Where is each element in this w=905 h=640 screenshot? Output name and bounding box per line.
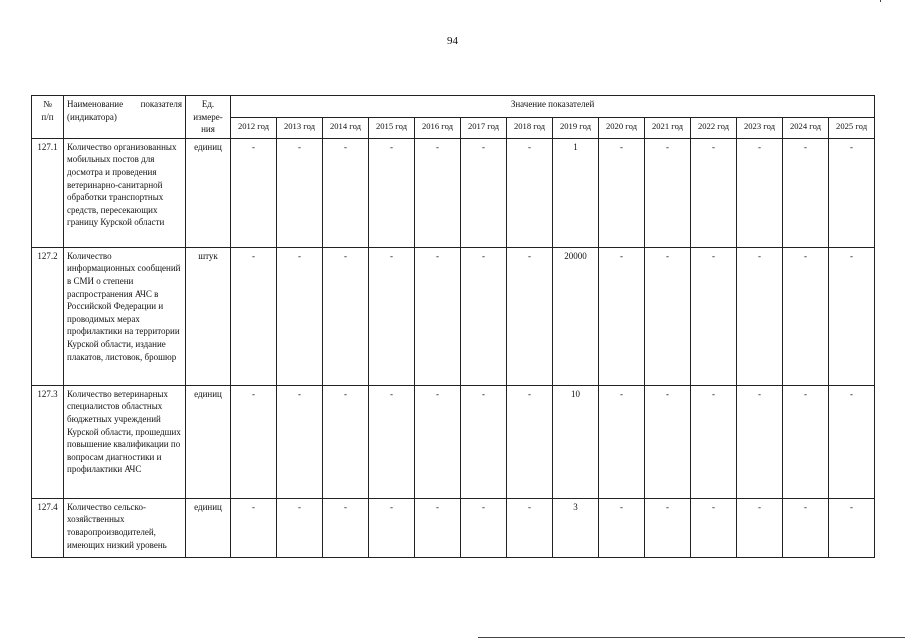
table-row bbox=[32, 247, 875, 385]
indicator-value: - bbox=[507, 247, 553, 385]
indicator-value: - bbox=[783, 498, 829, 557]
indicator-value: 3 bbox=[553, 498, 599, 557]
indicator-value: - bbox=[415, 138, 461, 247]
indicator-value: - bbox=[231, 385, 277, 498]
indicator-value: - bbox=[645, 247, 691, 385]
indicator-value: - bbox=[277, 138, 323, 247]
indicator-value: - bbox=[829, 247, 875, 385]
header-indicator-name-line2: (индикатора) bbox=[67, 111, 117, 122]
header-indicator-name-line1: Наименование показателя bbox=[67, 99, 182, 109]
indicator-value: 20000 bbox=[553, 247, 599, 385]
indicator-value: - bbox=[277, 498, 323, 557]
header-values-group: Значение показателей bbox=[231, 96, 875, 118]
header-unit: Ед. измере- ния bbox=[186, 96, 231, 139]
indicator-value: - bbox=[323, 138, 369, 247]
indicator-value: - bbox=[599, 498, 645, 557]
indicator-value: - bbox=[369, 498, 415, 557]
header-year: 2012 год bbox=[231, 118, 277, 139]
page-bottom-margin bbox=[0, 578, 905, 640]
scan-corner-mark bbox=[880, 0, 881, 2]
indicator-value: - bbox=[461, 247, 507, 385]
indicator-value: - bbox=[829, 498, 875, 557]
row-number: 127.3 bbox=[32, 385, 64, 498]
table-header bbox=[32, 96, 875, 139]
row-number: 127.2 bbox=[32, 247, 64, 385]
indicator-value: - bbox=[829, 385, 875, 498]
unit-of-measure: штук bbox=[186, 247, 231, 385]
indicator-value: - bbox=[461, 498, 507, 557]
header-year: 2014 год bbox=[323, 118, 369, 139]
indicator-value: - bbox=[783, 385, 829, 498]
indicator-value: 1 bbox=[553, 138, 599, 247]
indicator-name: Количество сельско-хозяйственных товаропроизводителей, имеющих низкий уровень bbox=[64, 498, 186, 557]
unit-of-measure: единиц bbox=[186, 138, 231, 247]
indicator-value: - bbox=[231, 138, 277, 247]
indicator-value: - bbox=[783, 247, 829, 385]
indicator-value: - bbox=[507, 498, 553, 557]
indicator-value: - bbox=[369, 247, 415, 385]
indicator-value: - bbox=[737, 247, 783, 385]
header-year: 2025 год bbox=[829, 118, 875, 139]
indicators-table bbox=[31, 95, 875, 558]
indicator-value: - bbox=[599, 138, 645, 247]
indicator-value: - bbox=[415, 385, 461, 498]
indicator-value: - bbox=[415, 498, 461, 557]
unit-of-measure: единиц bbox=[186, 385, 231, 498]
table-row bbox=[32, 385, 875, 498]
indicator-value: - bbox=[369, 385, 415, 498]
header-year: 2017 год bbox=[461, 118, 507, 139]
table-body bbox=[32, 138, 875, 557]
table-row bbox=[32, 138, 875, 247]
header-year: 2023 год bbox=[737, 118, 783, 139]
indicator-name: Количество информационных сообщений в СМИ о степени распространения АЧС в Российской Федерации и проводимых мерах профилактики на территории Курской области, издание плакатов, листовок, брошюр bbox=[64, 247, 186, 385]
indicator-value: - bbox=[369, 138, 415, 247]
indicator-value: - bbox=[691, 498, 737, 557]
indicator-value: 10 bbox=[553, 385, 599, 498]
indicator-name: Количество ветеринарных специалистов областных бюджетных учреждений Курской области, прошедших повышение квалификации по вопросам диагностики и профилактики АЧС bbox=[64, 385, 186, 498]
indicator-name: Количество организованных мобильных постов для досмотра и проведения ветеринарно-санитарной обработки транспортных средств, пересекающих границу Курской области bbox=[64, 138, 186, 247]
indicator-value: - bbox=[461, 385, 507, 498]
indicator-value: - bbox=[231, 498, 277, 557]
indicator-value: - bbox=[645, 138, 691, 247]
indicator-value: - bbox=[461, 138, 507, 247]
header-year: 2016 год bbox=[415, 118, 461, 139]
header-year: 2020 год bbox=[599, 118, 645, 139]
header-number: № п/п bbox=[32, 96, 64, 139]
header-year: 2024 год bbox=[783, 118, 829, 139]
indicator-value: - bbox=[231, 247, 277, 385]
table-row bbox=[32, 498, 875, 557]
indicator-value: - bbox=[415, 247, 461, 385]
header-year: 2022 год bbox=[691, 118, 737, 139]
indicator-value: - bbox=[737, 138, 783, 247]
indicator-value: - bbox=[691, 138, 737, 247]
indicator-value: - bbox=[507, 138, 553, 247]
indicator-value: - bbox=[645, 498, 691, 557]
header-indicator-name bbox=[64, 96, 186, 139]
indicator-value: - bbox=[829, 138, 875, 247]
header-year: 2018 год bbox=[507, 118, 553, 139]
indicator-value: - bbox=[277, 247, 323, 385]
indicator-value: - bbox=[691, 385, 737, 498]
header-year: 2019 год bbox=[553, 118, 599, 139]
indicator-value: - bbox=[645, 385, 691, 498]
row-number: 127.1 bbox=[32, 138, 64, 247]
indicator-value: - bbox=[323, 385, 369, 498]
indicator-value: - bbox=[737, 498, 783, 557]
row-number: 127.4 bbox=[32, 498, 64, 557]
indicator-value: - bbox=[691, 247, 737, 385]
header-year: 2015 год bbox=[369, 118, 415, 139]
indicator-value: - bbox=[323, 498, 369, 557]
header-year: 2021 год bbox=[645, 118, 691, 139]
indicator-value: - bbox=[507, 385, 553, 498]
scan-edge-line bbox=[478, 637, 905, 638]
indicator-value: - bbox=[599, 247, 645, 385]
header-year: 2013 год bbox=[277, 118, 323, 139]
indicator-value: - bbox=[783, 138, 829, 247]
indicator-value: - bbox=[599, 385, 645, 498]
unit-of-measure: единиц bbox=[186, 498, 231, 557]
indicator-value: - bbox=[323, 247, 369, 385]
indicator-value: - bbox=[277, 385, 323, 498]
page-number: 94 bbox=[447, 35, 458, 47]
indicator-value: - bbox=[737, 385, 783, 498]
